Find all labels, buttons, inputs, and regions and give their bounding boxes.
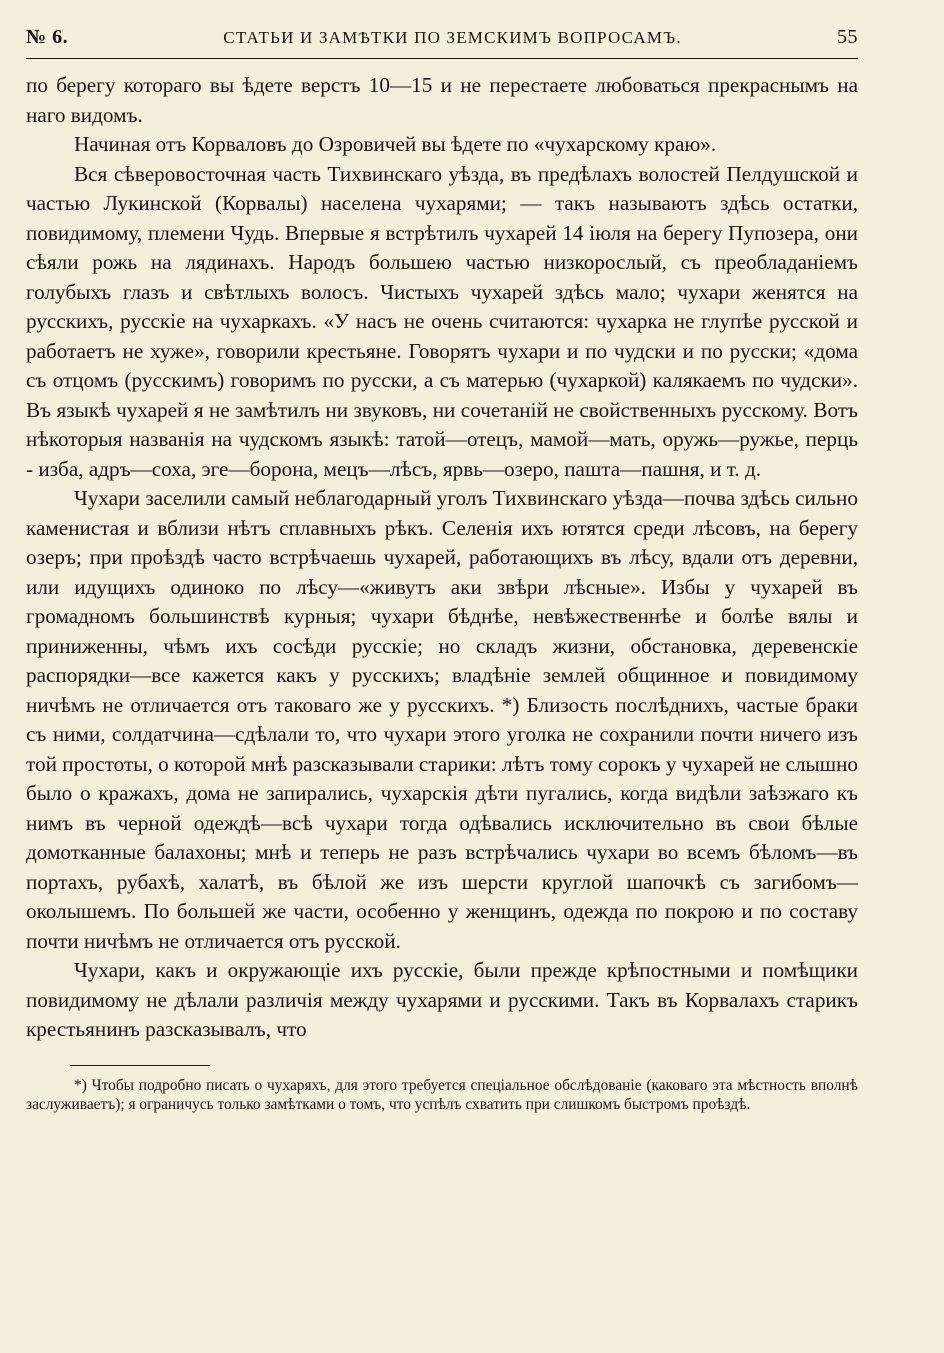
running-header: [26, 26, 858, 56]
page-number: 55: [837, 26, 858, 48]
footnote-text: *) Чтобы подробно писать о чухаряхъ, для этого требуется спеціальное обслѣдованіе (каковаго эта мѣстность вполнѣ заслуживаетъ); я ограничусь только замѣтками о томъ, что успѣлъ схватить при слишкомъ быстромъ проѣздѣ.: [26, 1076, 858, 1113]
footnote-rule: [70, 1065, 210, 1066]
paragraph: Чухари, какъ и окружающіе ихъ русскіе, были прежде крѣпостными и помѣщики повидимому не дѣлали различія между чухарями и русскими. Такъ въ Корвалахъ старикъ крестьянинъ разсказывалъ, что: [26, 958, 858, 1041]
paragraph: Чухари заселили самый неблагодарный уголъ Тихвинскаго уѣзда—почва здѣсь сильно каменистая и вблизи нѣтъ сплавныхъ рѣкъ. Селенія ихъ ютятся среди лѣсовъ, на берегу озеръ; при проѣздѣ часто встрѣчаешь чухарей, работающихъ въ лѣсу, вдали отъ деревни, или идущихъ одиноко по лѣсу—«живутъ аки звѣри лѣсные». Избы у чухарей въ громадномъ большинствѣ курныя; чухари бѣднѣе, невѣжественнѣе и болѣе вялы и приниженны, чѣмъ ихъ сосѣди русскіе; но складъ жизни, обстановка, деревенскіе распорядки—все кажется какъ у русскихъ; владѣніе землей общинное и повидимому ничѣмъ не отличается отъ таковаго же у русскихъ. *) Близость послѣднихъ, частые браки съ ними, солдатчина—сдѣлали то, что чухари этого уголка не сохранили почти ничего изъ той простоты, о которой мнѣ разсказывали старики: лѣтъ тому сорокъ у чухарей не слышно было о кражахъ, дома не запирались, чухарскія дѣти пугались, когда видѣли заѣзжаго къ нимъ въ черной одеждѣ—всѣ чухари тогда одѣвались исключительно въ свои бѣлые домотканные балахоны; мнѣ и теперь не разъ встрѣчались чухари во всемъ бѣломъ—въ портахъ, рубахѣ, халатѣ, въ бѣлой же изъ шерсти круглой шапочкѣ съ загибомъ—околышемъ. По большей же части, особенно у женщинъ, одежда по покрою и по составу почти ничѣмъ не отличается отъ русской.: [26, 486, 858, 953]
paragraph: Начиная отъ Корваловъ до Озровичей вы ѣдете по «чухарскому краю».: [74, 132, 717, 156]
issue-number: № 6.: [26, 26, 69, 48]
paragraph: Вся сѣверовосточная часть Тихвинскаго уѣзда, въ предѣлахъ волостей Пелдушской и частью Лукинской (Корвалы) населена чухарями; — такъ называютъ здѣсь остатки, повидимому, племени Чудь. Впервые я встрѣтилъ чухарей 14 іюля на берегу Пупозера, они сѣяли рожь на лядинахъ. Народъ большею частью низкорослый, съ преобладаніемъ голубыхъ глазъ и свѣтлыхъ волосъ. Чистыхъ чухарей здѣсь мало; чухари женятся на русскихъ, русскіе на чухаркахъ. «У насъ не очень считаются: чухарка не глупѣе русской и работаетъ не хуже», говорили крестьяне. Говорятъ чухари и по чудски и по русски; «дома съ отцомъ (русскимъ) говоримъ по русски, а съ матерью (чухаркой) калякаемъ по чудски». Въ языкѣ чухарей я не замѣтилъ ни звуковъ, ни сочетаній не свойственныхъ русскому. Вотъ нѣкоторыя названія на чудскомъ языкѣ: татой—отецъ, мамой—мать, оружь—ружье, перць - изба, адръ—соха, эге—борона, мецъ—лѣсъ, ярвь—озеро, пашта—пашня, и т. д.: [26, 161, 858, 481]
header-rule: [26, 58, 858, 59]
running-title: СТАТЬИ И ЗАМѢТКИ ПО ЗЕМСКИМЪ ВОПРОСАМЪ.: [223, 28, 682, 47]
footnote: [26, 1076, 858, 1114]
paragraph-continuation: по берегу котораго вы ѣдете верстъ 10—15 и не перестаете любоваться прекраснымъ на наго видомъ.: [26, 73, 858, 127]
body-text: [26, 71, 858, 1045]
